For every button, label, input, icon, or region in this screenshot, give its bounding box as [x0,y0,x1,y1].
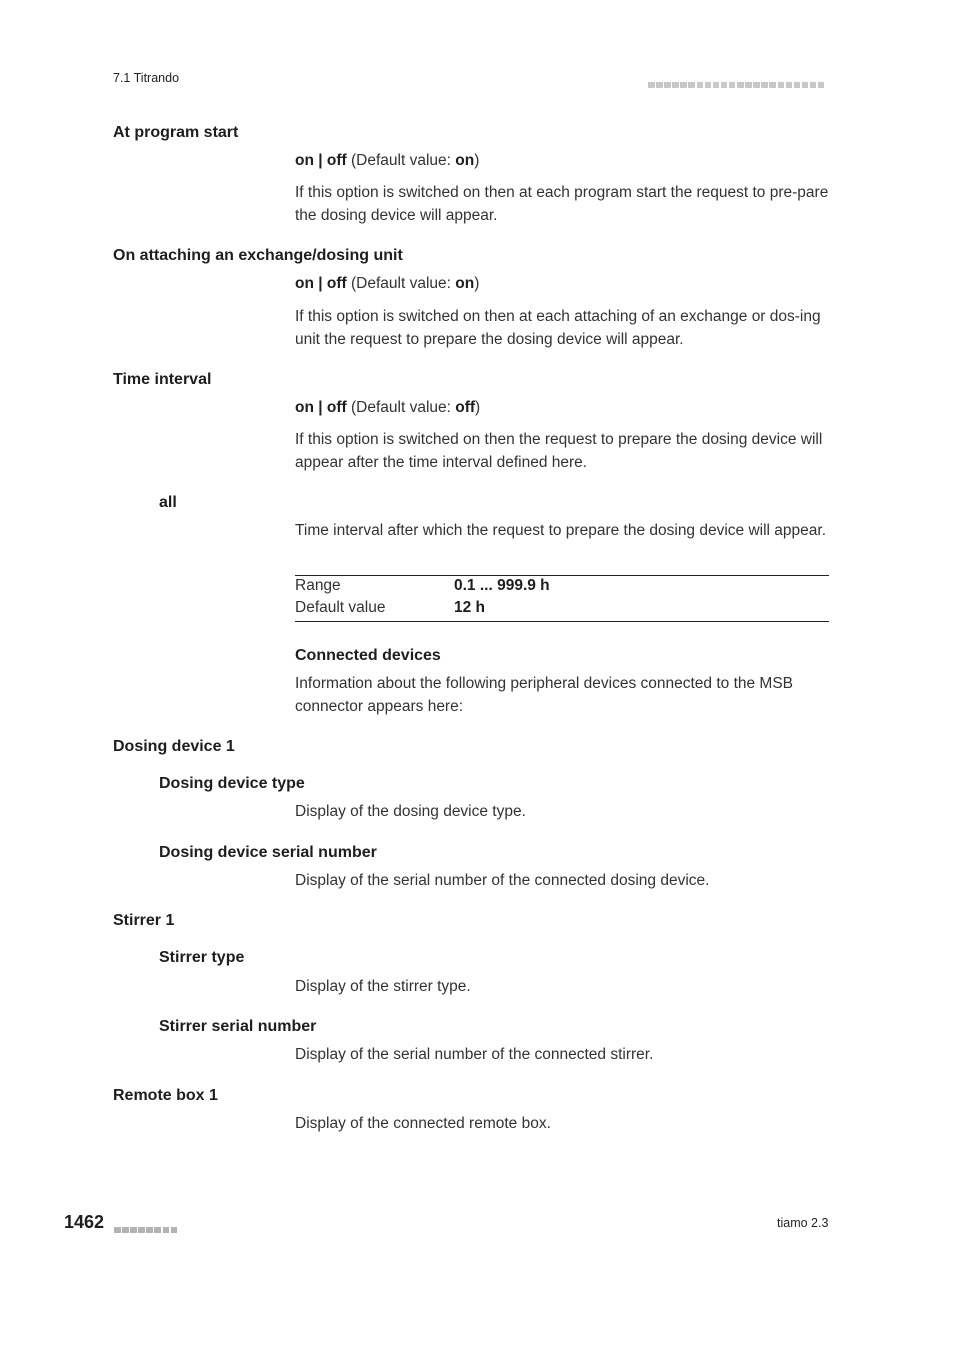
description-stirrer-serial: Display of the serial number of the connected stirrer. [295,1046,654,1063]
footer-product: tiamo 2.3 [777,1216,829,1230]
table-top-rule [295,575,829,576]
description-connected-devices: Information about the following peripheral devices connected to the MSB connector appears here: [295,675,794,715]
option-values-at-program-start: on | off (Default value: on) [295,152,480,169]
footer-decoration [114,1220,179,1238]
description-stirrer-type: Display of the stirrer type. [295,978,471,995]
range-value: 0.1 ... 999.9 h [454,577,550,594]
description-dosing-device-serial: Display of the serial number of the connected dosing device. [295,872,710,889]
heading-all: all [159,494,177,511]
option-values-on-attaching: on | off (Default value: on) [295,275,480,292]
running-header-section: 7.1 Titrando [113,71,180,85]
heading-dosing-device: Dosing device 1 [113,738,235,755]
description-remote-box: Display of the connected remote box. [295,1115,551,1132]
description-time-interval: If this option is switched on then the request to prepare the dosing device will appear after the time interval defined here. [295,431,823,471]
description-at-program-start: If this option is switched on then at each program start the request to pre-pare the dosing device will appear. [295,184,829,224]
option-values-time-interval: on | off (Default value: off) [295,399,481,416]
heading-connected-devices: Connected devices [295,647,441,664]
heading-stirrer: Stirrer 1 [113,912,175,929]
description-on-attaching: If this option is switched on then at each attaching of an exchange or dos-ing unit the request to prepare the dosing device will appear. [295,308,821,348]
heading-time-interval: Time interval [113,371,212,388]
default-value: 12 h [454,599,486,616]
heading-at-program-start: At program start [113,124,239,141]
page-number: 1462 [64,1212,105,1232]
heading-on-attaching: On attaching an exchange/dosing unit [113,247,403,264]
description-all: Time interval after which the request to prepare the dosing device will appear. [295,522,827,539]
range-label: Range [295,577,341,594]
header-decoration [648,75,826,93]
heading-remote-box: Remote box 1 [113,1087,218,1104]
default-label: Default value [295,599,386,616]
heading-dosing-device-type: Dosing device type [159,775,305,792]
heading-stirrer-serial: Stirrer serial number [159,1018,317,1035]
heading-dosing-device-serial: Dosing device serial number [159,844,377,861]
description-dosing-device-type: Display of the dosing device type. [295,803,526,820]
table-bottom-rule [295,621,829,622]
heading-stirrer-type: Stirrer type [159,949,245,966]
